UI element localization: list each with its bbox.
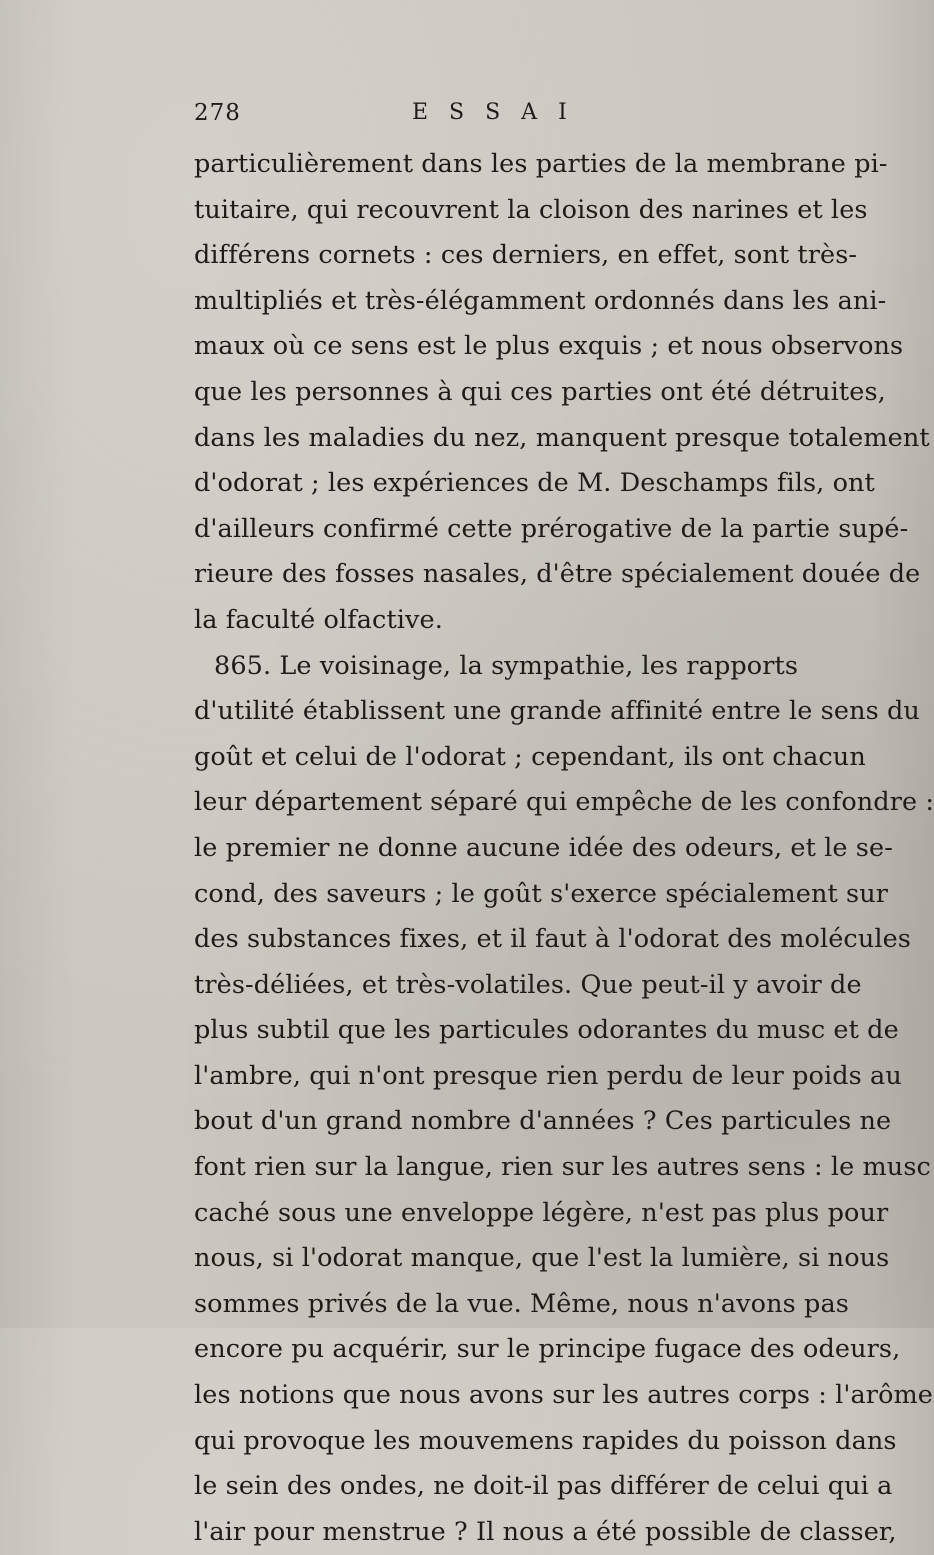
text-line: l'air pour menstrue ? Il nous a été possible de classer, [194,1516,897,1547]
text-line: des substances fixes, et il faut à l'odorat des molécules [194,924,911,955]
text-line: dans les maladies du nez, manquent presque totalement [194,422,930,453]
text-line: sommes privés de la vue. Même, nous n'avons pas [194,1288,849,1319]
text-line: le sein des ondes, ne doit-il pas différer de celui qui a [194,1471,893,1502]
text-line: d'utilité établissent une grande affinité entre le sens du [194,696,920,727]
text-line: la faculté olfactive. [194,604,443,635]
text-line: différens cornets : ces derniers, en effet, sont très- [194,240,858,271]
text-line: rieure des fosses nasales, d'être spécialement douée de [194,559,921,590]
text-line: caché sous une enveloppe légère, n'est pas plus pour [194,1197,889,1228]
text-line: que les personnes à qui ces parties ont été détruites, [194,376,886,407]
text-line: leur département séparé qui empêche de les confondre : [194,787,934,818]
page-number: 278 [194,100,241,126]
text-line: plus subtil que les particules odorantes du musc et de [194,1015,899,1046]
running-title: E S S A I [412,100,574,125]
text-line: particulièrement dans les parties de la membrane pi- [194,149,888,179]
text-line: encore pu acquérir, sur le principe fugace des odeurs, [194,1334,901,1365]
text-line: maux où ce sens est le plus exquis ; et nous observons [194,331,904,362]
text-line: tuitaire, qui recouvrent la cloison des narines et les [194,194,868,225]
paragraph-start-865: 865. Le voisinage, la sympathie, les rapports [214,650,799,681]
text-line: cond, des saveurs ; le goût s'exerce spécialement sur [194,878,889,909]
text-line: nous, si l'odorat manque, que l'est la lumière, si nous [194,1243,890,1274]
text-line: qui provoque les mouvemens rapides du poisson dans [194,1425,897,1456]
text-line: d'odorat ; les expériences de M. Deschamps fils, ont [194,468,875,499]
text-line: goût et celui de l'odorat ; cependant, ils ont chacun [194,741,866,772]
text-line: multipliés et très-élégamment ordonnés dans les ani- [194,285,887,316]
text-line: très-déliées, et très-volatiles. Que peut-il y avoir de [194,969,862,1000]
text-line: l'ambre, qui n'ont presque rien perdu de leur poids au [194,1060,902,1091]
text-line: d'ailleurs confirmé cette prérogative de la partie supé- [194,513,909,544]
text-line: les notions que nous avons sur les autres corps : l'arôme [194,1380,933,1411]
running-head [194,100,754,134]
text-line: bout d'un grand nombre d'années ? Ces particules ne [194,1106,892,1137]
text-line: font rien sur la langue, rien sur les autres sens : le musc [194,1152,931,1183]
body-text [194,142,934,1555]
text-line: le premier ne donne aucune idée des odeurs, et le se- [194,832,893,863]
